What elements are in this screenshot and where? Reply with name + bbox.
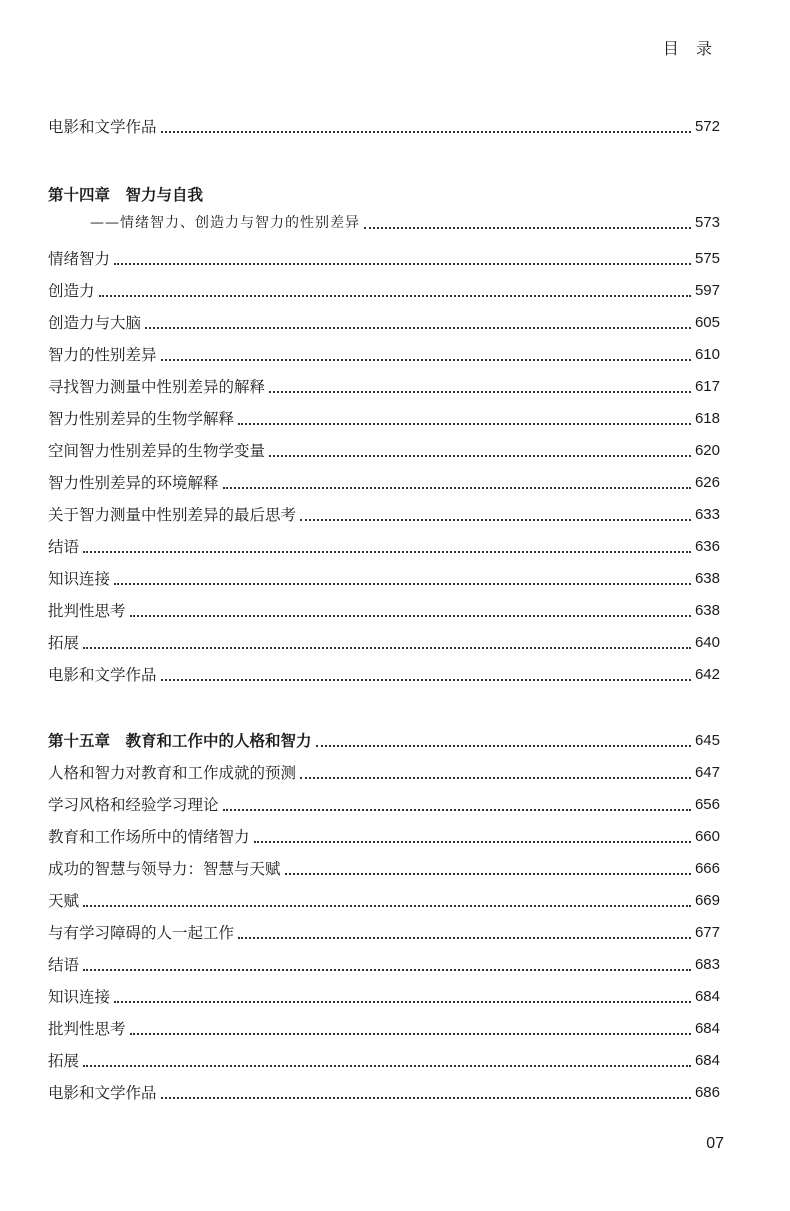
toc-entry [48, 952, 720, 976]
toc-entry-title: 电影和文学作品 [48, 1084, 157, 1102]
toc-entry-title: 教育和工作场所中的情绪智力 [48, 828, 250, 846]
toc-entry-title: 结语 [48, 956, 80, 974]
toc-entry-title: ——情绪智力、创造力与智力的性别差异 [90, 215, 360, 231]
toc-entry-page: 636 [694, 538, 720, 555]
toc-entry-title: 人格和智力对教育和工作成就的预测 [48, 764, 297, 782]
toc-entry-page: 677 [694, 924, 720, 941]
toc-entry [48, 856, 720, 880]
toc-entry-title: 批判性思考 [48, 602, 126, 620]
toc-entry [48, 760, 720, 784]
toc-entry-title: 结语 [48, 538, 80, 556]
toc-entry-page: 610 [694, 346, 720, 363]
toc-entry-title: 空间智力性别差异的生物学变量 [48, 442, 266, 460]
toc-entry [48, 534, 720, 558]
toc-entry-page: 638 [694, 602, 720, 619]
dot-leader [145, 327, 691, 329]
toc-entry-page: 684 [694, 1020, 720, 1037]
dot-leader [130, 1033, 691, 1035]
toc-entry [48, 310, 720, 334]
toc-entry-title: 第十五章 教育和工作中的人格和智力 [48, 732, 312, 750]
toc-entry-title: 知识连接 [48, 570, 111, 588]
toc-entry [48, 920, 720, 944]
toc-entry [48, 1016, 720, 1040]
dot-leader [364, 227, 691, 229]
dot-leader [269, 455, 691, 457]
dot-leader [161, 1097, 691, 1099]
toc-entry-title: 寻找智力测量中性别差异的解释 [48, 378, 266, 396]
toc-entry-page: 620 [694, 442, 720, 459]
toc-entry [48, 1048, 720, 1072]
toc-chapter-subtitle [48, 210, 720, 234]
toc-entry [48, 630, 720, 654]
toc-entry-page: 575 [694, 250, 720, 267]
toc-entry-title: 关于智力测量中性别差异的最后思考 [48, 506, 297, 524]
toc-entry-page: 618 [694, 410, 720, 427]
toc-entry-page: 605 [694, 314, 720, 331]
dot-leader [161, 679, 691, 681]
toc-entry-title: 电影和文学作品 [48, 118, 157, 136]
toc-entry [48, 342, 720, 366]
dot-leader [238, 937, 691, 939]
toc-entry [48, 502, 720, 526]
dot-leader [161, 131, 691, 133]
toc-entry-page: 686 [694, 1084, 720, 1101]
toc-entry-page: 572 [694, 118, 720, 135]
dot-leader [223, 809, 691, 811]
toc-entry-title: 情绪智力 [48, 250, 111, 268]
toc-entry-title: 学习风格和经验学习理论 [48, 796, 219, 814]
toc-entry-title: 创造力与大脑 [48, 314, 142, 332]
toc-entry [48, 438, 720, 462]
dot-leader [238, 423, 691, 425]
dot-leader [269, 391, 691, 393]
toc-entry [48, 470, 720, 494]
page-number: 07 [706, 1135, 724, 1152]
dot-leader [300, 777, 691, 779]
toc-entry [48, 598, 720, 622]
toc-entry-page: 633 [694, 506, 720, 523]
toc-chapter-heading [48, 728, 720, 752]
toc-entry-page: 684 [694, 988, 720, 1005]
toc-entry-page: 645 [694, 732, 720, 749]
toc-entry-page: 683 [694, 956, 720, 973]
toc-entry-page: 660 [694, 828, 720, 845]
dot-leader [300, 519, 691, 521]
dot-leader [285, 873, 691, 875]
dot-leader [114, 1001, 691, 1003]
dot-leader [223, 487, 691, 489]
toc-entry-title: 第十四章 智力与自我 [48, 186, 204, 204]
toc-entry-title: 知识连接 [48, 988, 111, 1006]
toc-entry-title: 与有学习障碍的人一起工作 [48, 924, 235, 942]
toc-entry-title: 创造力 [48, 282, 95, 300]
toc-entry-page: 638 [694, 570, 720, 587]
toc-entry-page: 684 [694, 1052, 720, 1069]
dot-leader [83, 905, 691, 907]
toc-entry-page: 573 [694, 214, 720, 231]
toc-entry-page: 597 [694, 282, 720, 299]
toc-entry-page: 647 [694, 764, 720, 781]
toc-entry-page: 617 [694, 378, 720, 395]
toc-entry [48, 888, 720, 912]
toc-entry [48, 984, 720, 1008]
toc-chapter-heading [48, 182, 720, 206]
dot-leader [161, 359, 691, 361]
toc-entry [48, 824, 720, 848]
toc-entry-title: 天赋 [48, 892, 80, 910]
toc-entry-title: 批判性思考 [48, 1020, 126, 1038]
toc-entry [48, 566, 720, 590]
toc-entry-page: 626 [694, 474, 720, 491]
toc-entry-title: 成功的智慧与领导力：智慧与天赋 [48, 860, 281, 878]
dot-leader [254, 841, 691, 843]
toc-entry-title: 电影和文学作品 [48, 666, 157, 684]
dot-leader [83, 551, 691, 553]
toc-entry-title: 拓展 [48, 634, 80, 652]
toc-entry [48, 374, 720, 398]
toc-entry [48, 246, 720, 270]
toc-entry-page: 656 [694, 796, 720, 813]
dot-leader [316, 745, 691, 747]
toc-entry [48, 792, 720, 816]
dot-leader [83, 647, 691, 649]
toc-entry [48, 1080, 720, 1104]
dot-leader [83, 1065, 691, 1067]
toc-entry-page: 642 [694, 666, 720, 683]
toc-entry-page: 669 [694, 892, 720, 909]
toc-entry-page: 640 [694, 634, 720, 651]
dot-leader [114, 263, 691, 265]
dot-leader [99, 295, 691, 297]
toc-entry [48, 278, 720, 302]
toc-entry [48, 406, 720, 430]
toc-entry-title: 拓展 [48, 1052, 80, 1070]
dot-leader [83, 969, 691, 971]
dot-leader [114, 583, 691, 585]
toc-entry-title: 智力性别差异的环境解释 [48, 474, 219, 492]
toc-entry-title: 智力的性别差异 [48, 346, 157, 364]
toc-entry [48, 662, 720, 686]
dot-leader [130, 615, 691, 617]
toc-entry-page: 666 [694, 860, 720, 877]
toc-entry [48, 114, 720, 138]
toc-entry-title: 智力性别差异的生物学解释 [48, 410, 235, 428]
running-header: 目 录 [662, 39, 718, 58]
